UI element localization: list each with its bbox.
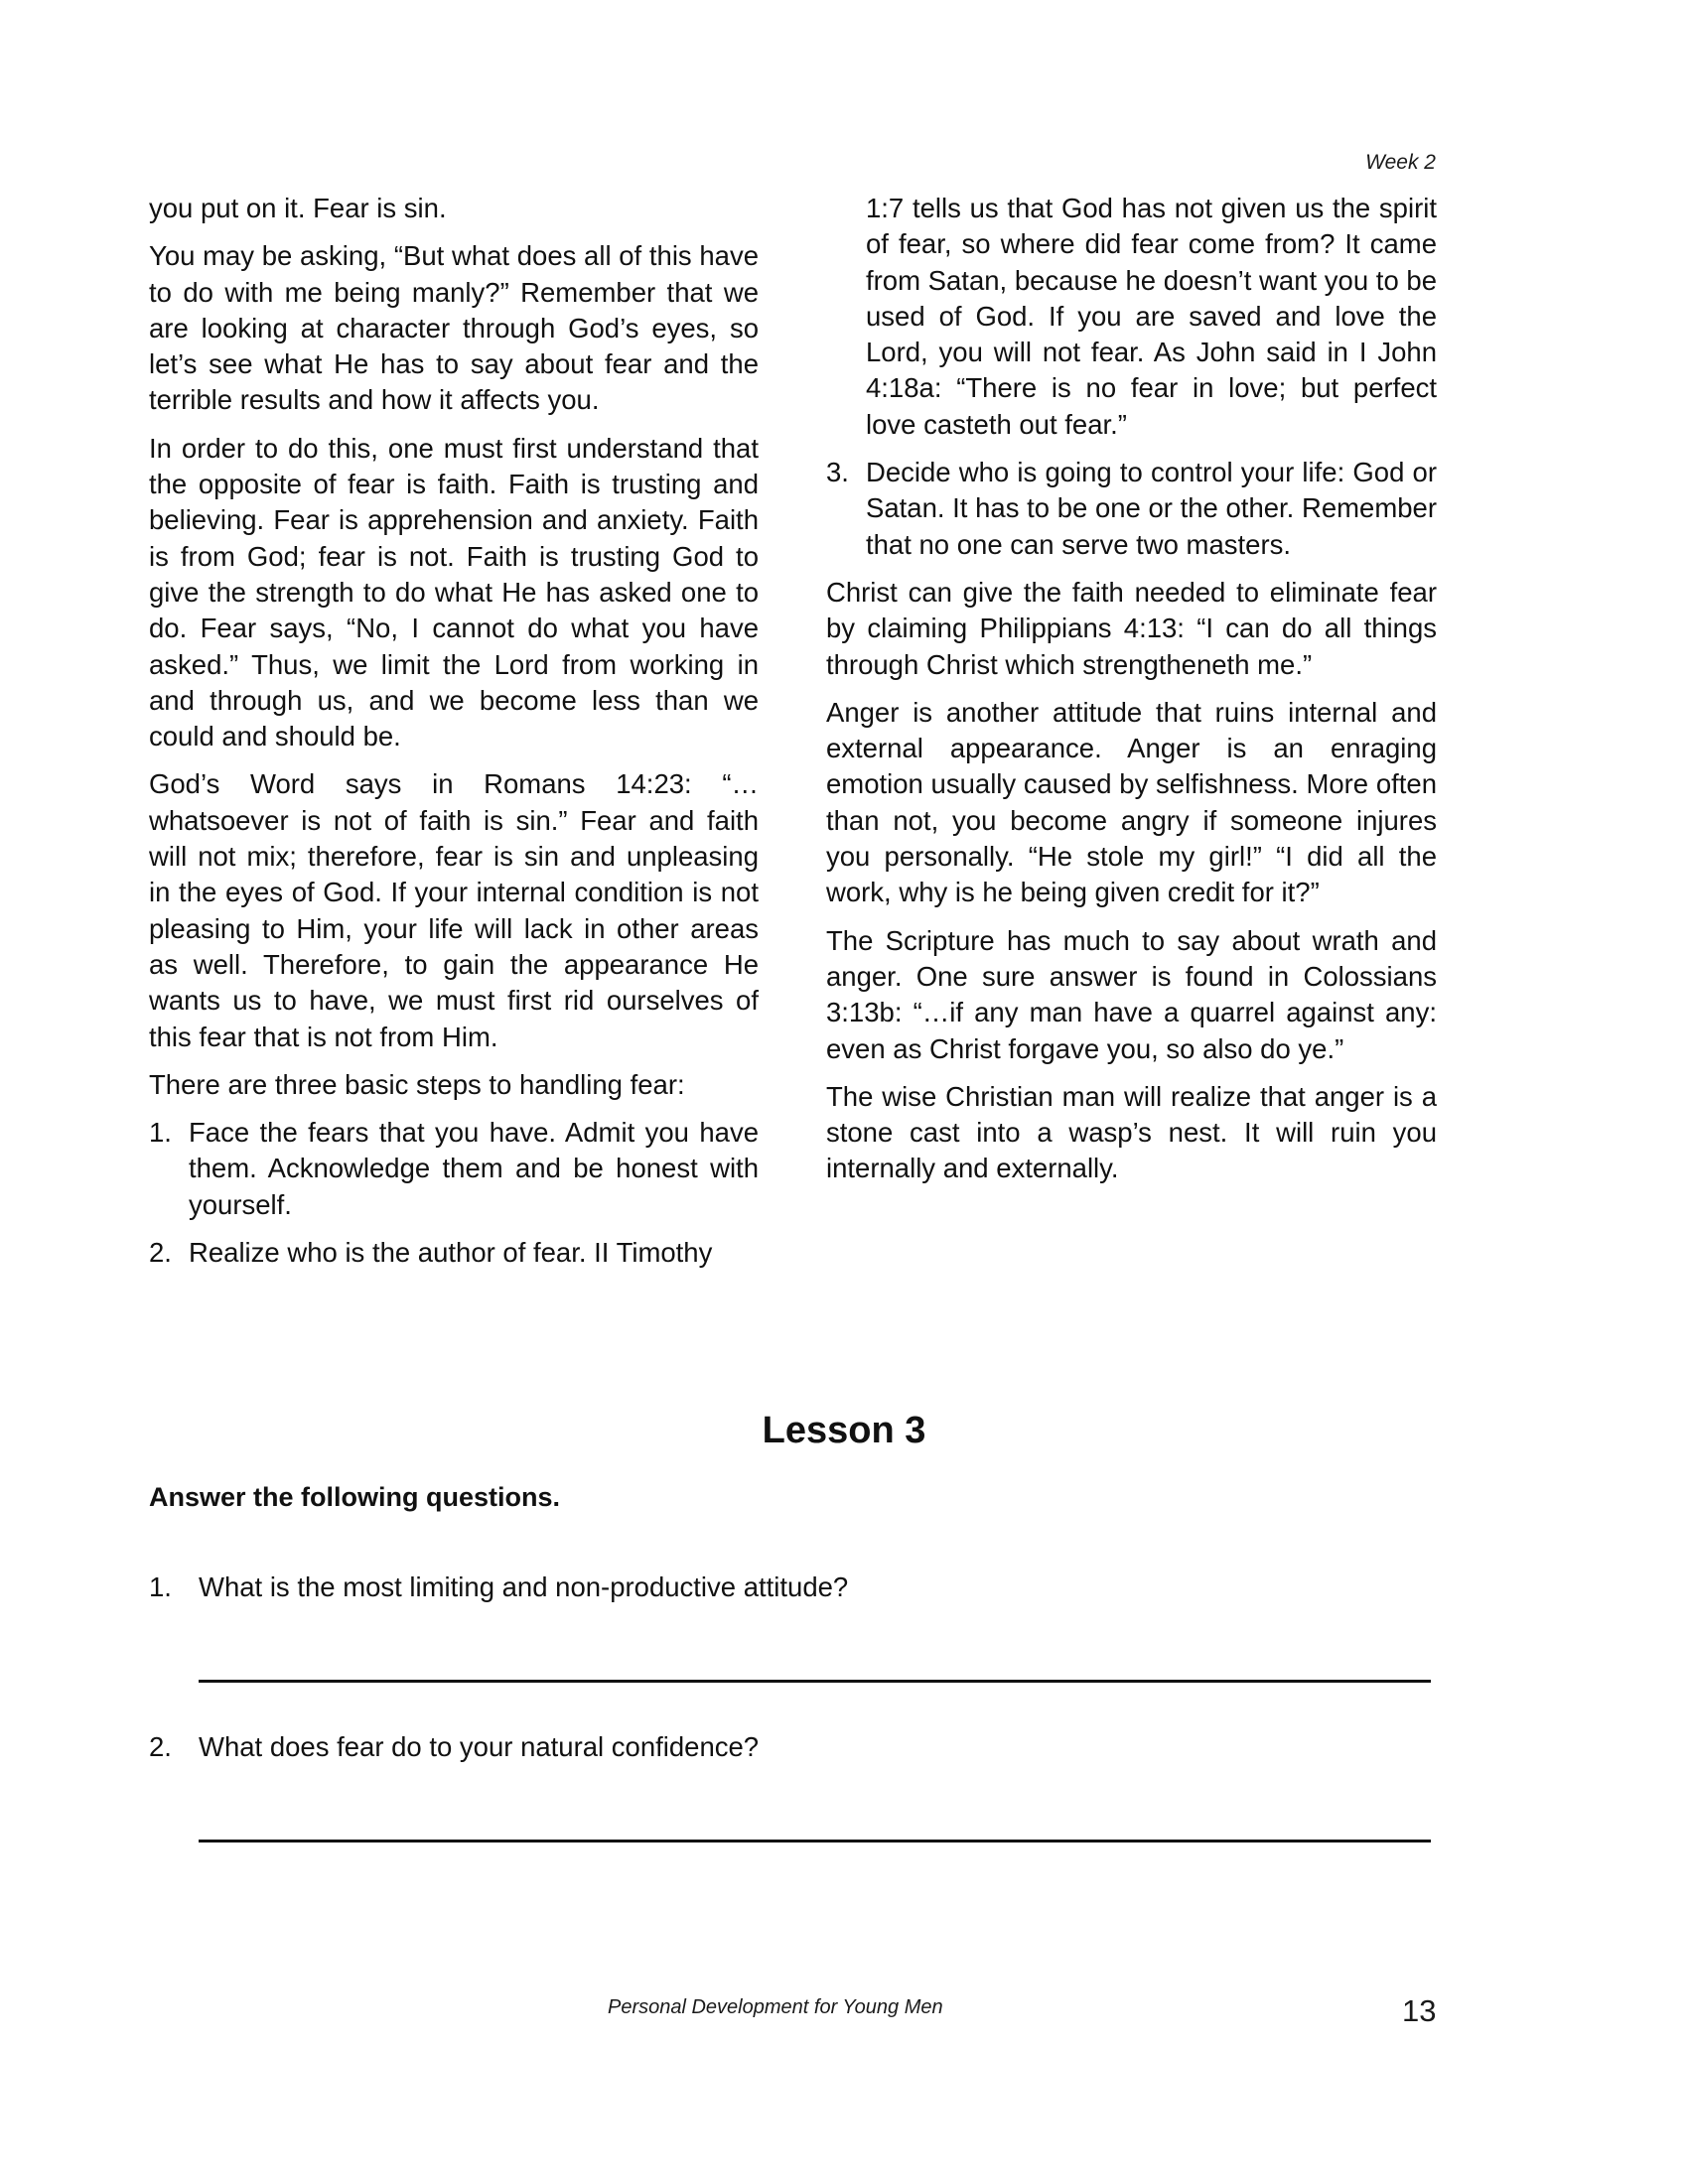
answer-line-1[interactable] (199, 1680, 1431, 1683)
lesson-heading: Lesson 3 (762, 1410, 926, 1451)
footer-book-title: Personal Development for Young Men (608, 1996, 943, 2018)
step-number: 3. (826, 457, 849, 488)
step-number: 2. (149, 1237, 172, 1269)
running-header-week: Week 2 (1365, 151, 1436, 174)
question-text: What does fear do to your natural confidence? (199, 1731, 760, 1762)
step-text: Face the fears that you have. Admit you have them. Acknowledge them and be honest with yourself. (189, 1117, 759, 1220)
step-item-1 (149, 1115, 759, 1223)
step-text: Realize who is the author of fear. II Timothy (189, 1237, 713, 1269)
step-2-continuation: 1:7 tells us that God has not given us the spirit of fear, so where did fear come from? It came from Satan, because he doesn’t want you to be used of God. If you are saved and love the Lord, you will not fear. As John said in I John 4:18a: “There is no fear in love; but perfect love casteth out fear.” (866, 193, 1437, 440)
paragraph-philippians: Christ can give the faith needed to eliminate fear by claiming Philippians 4:13: “I can do all things through Christ which strengtheneth me.” (826, 576, 1437, 680)
step-text: Decide who is going to control your life: God or Satan. It has to be one or the other. Remember that no one can serve two masters. (866, 457, 1437, 560)
step-item-2 (149, 1235, 759, 1271)
paragraph-continuation: you put on it. Fear is sin. (149, 193, 447, 223)
question-1 (149, 1571, 848, 1603)
paragraph-faith-vs-fear: In order to do this, one must first understand that the opposite of fear is faith. Faith is trusting and believing. Fear is apprehension and anxiety. Faith is from God; fear is not. Faith is trusting God to give the strength to do what He has asked one to do. Fear says, “No, I cannot do what you have asked.” Thus, we limit the Lord from working in and through us, and we become less than we could and should be. (149, 432, 759, 752)
paragraph-three-steps-intro: There are three basic steps to handling fear: (149, 1068, 685, 1100)
question-number: 1. (149, 1571, 172, 1602)
question-text: What is the most limiting and non-productive attitude? (199, 1571, 849, 1602)
paragraph-anger: Anger is another attitude that ruins internal and external appearance. Anger is an enraging emotion usually caused by selfishness. More often than not, you become angry if someone injures you personally. “He stole my girl!” “I did all the work, why is he being given credit for it?” (826, 696, 1437, 908)
paragraph-wasps-nest: The wise Christian man will realize that anger is a stone cast into a wasp’s nest. It will ruin you internally and externally. (826, 1080, 1437, 1184)
paragraph-colossians: The Scripture has much to say about wrath and anger. One sure answer is found in Colossians 3:13b: “…if any man have a quarrel against any: even as Christ forgave you, so also do ye.” (826, 924, 1437, 1064)
paragraph-romans: God’s Word says in Romans 14:23: “… whatsoever is not of faith is sin.” Fear and faith will not mix; therefore, fear is sin and unpleasing in the eyes of God. If your internal condition is not pleasing to Him, your life will lack in other areas as well. Therefore, to gain the appearance He wants us to have, we must first rid ourselves of this fear that is not from Him. (149, 768, 759, 1052)
right-column (826, 191, 1437, 1199)
page-number: 13 (1402, 1993, 1437, 2028)
lesson-instructions: Answer the following questions. (149, 1482, 561, 1512)
left-column (149, 191, 759, 1283)
question-2 (149, 1731, 759, 1763)
paragraph-manly-question: You may be asking, “But what does all of this have to do with me being manly?” Remember that we are looking at character through God’s eyes, so let’s see what He has to say about fear and the terrible results and how it affects you. (149, 240, 759, 416)
answer-line-2[interactable] (199, 1840, 1431, 1843)
step-number: 1. (149, 1117, 172, 1149)
question-number: 2. (149, 1731, 172, 1762)
step-item-3 (826, 455, 1437, 563)
